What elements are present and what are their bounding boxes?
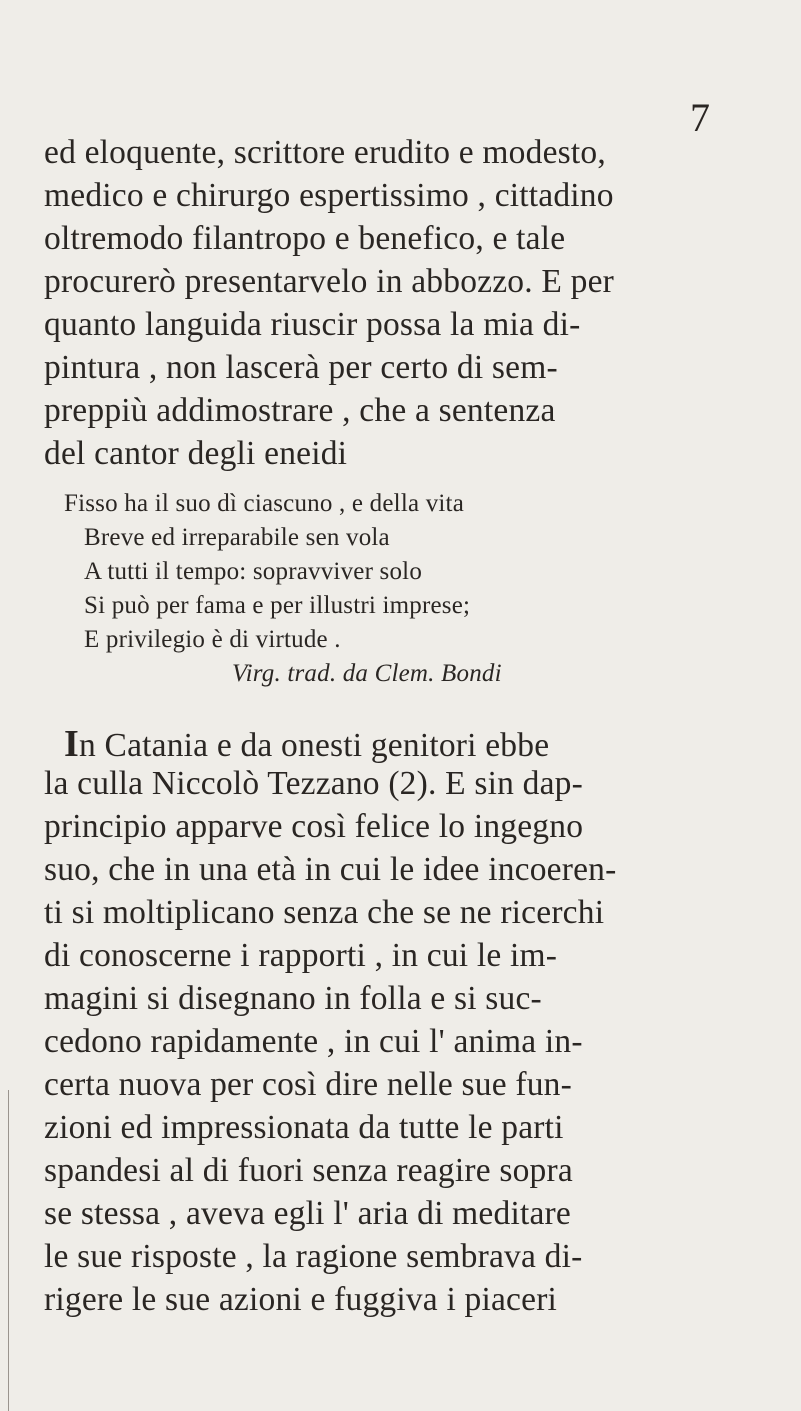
text-line: principio apparve così felice lo ingegno (44, 808, 584, 845)
verse-line: Breve ed irreparabile sen vola (84, 524, 390, 551)
text-line: oltremodo filantropo e benefico, e tale (44, 220, 566, 257)
text-line: preppiù addimostrare , che a sentenza (44, 392, 556, 429)
text-line: le sue risposte , la ragione sembrava di- (44, 1238, 583, 1275)
verse-line: E privilegio è di virtude . (84, 626, 341, 653)
page-number: 7 (690, 95, 710, 140)
text-line: ti si moltiplicano senza che se ne ricerchi (44, 894, 605, 931)
text-line: pintura , non lascerà per certo di sem- (44, 349, 558, 386)
text-line: magini si disegnano in folla e si suc- (44, 980, 542, 1017)
verse-line: A tutti il tempo: sopravviver solo (84, 558, 423, 585)
text-line: rigere le sue azioni e fuggiva i piaceri (44, 1281, 558, 1318)
text-line-rest: n Catania e da onesti genitori ebbe (79, 727, 550, 764)
text-line: spandesi al di fuori senza reagire sopra (44, 1152, 573, 1189)
text-line: quanto languida riuscir possa la mia di- (44, 306, 581, 343)
text-line: procurerò presentarvelo in abbozzo. E per (44, 263, 614, 300)
text-line: la culla Niccolò Tezzano (2). E sin dap- (44, 765, 583, 802)
text-line: cedono rapidamente , in cui l' anima in- (44, 1023, 583, 1060)
text-line: se stessa , aveva egli l' aria di meditare (44, 1195, 571, 1232)
text-line: medico e chirurgo espertissimo , cittadino (44, 177, 614, 214)
text-line: di conoscerne i rapporti , in cui le im- (44, 937, 558, 974)
text-line: certa nuova per così dire nelle sue fun- (44, 1066, 572, 1103)
text-line: ed eloquente, scrittore erudito e modesto, (44, 134, 606, 171)
text-line: del cantor degli eneidi (44, 435, 348, 472)
verse-attribution: Virg. trad. da Clem. Bondi (232, 660, 502, 687)
drop-cap: I (64, 723, 79, 765)
verse-line: Fisso ha il suo dì ciascuno , e della vita (64, 490, 465, 517)
verse-line: Si può per fama e per illustri imprese; (84, 592, 471, 619)
text-line: suo, che in una età in cui le idee incoeren- (44, 851, 617, 888)
page-gutter-edge (8, 1090, 9, 1411)
text-line (64, 722, 549, 766)
text-line: zioni ed impressionata da tutte le parti (44, 1109, 564, 1146)
